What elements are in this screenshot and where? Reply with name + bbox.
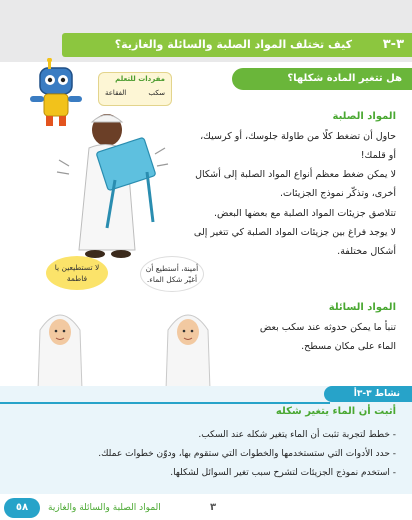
activity-step-1: - خطط لتجربة تثبت أن الماء يتغير شكله عند السكب. xyxy=(198,430,396,440)
solids-line-7: أشكال مختلفة. xyxy=(337,246,396,257)
question-band xyxy=(232,68,412,90)
solids-line-2: أو قلمك! xyxy=(360,150,396,161)
question-heading: هل تتغير المادة شكلها؟ xyxy=(287,73,402,84)
activity-box xyxy=(0,386,412,494)
vocabulary-heading: مفردات للتعلم xyxy=(115,75,165,83)
activity-divider xyxy=(0,402,330,404)
activity-step-2: - حدد الأدوات التي ستستخدمها والخطوات التي ستقوم بها، ودوّن خطوات عملك. xyxy=(98,449,396,459)
solids-line-6: لا يوجد فراغ بين جزيئات المواد الصلبة كي تتغير إلى xyxy=(193,227,396,238)
activity-tag-label: نشاط ٣-٣أ xyxy=(353,389,400,399)
solids-line-5: تتلاصق جزيئات المواد الصلبة مع بعضها البعض. xyxy=(214,208,396,219)
vocabulary-word-bubble: الفقاعة xyxy=(105,89,127,97)
activity-heading: أثبت أن الماء يتغير شكله xyxy=(275,406,396,417)
section-title: كيف تختلف المواد الصلبة والسائلة والغازية؟ xyxy=(114,38,352,51)
solids-line-3: لا يمكن ضغط معظم أنواع المواد الصلبة إلى أشكال xyxy=(195,169,396,180)
solids-line-1: حاول أن تضغط كلًا من طاولة جلوسك، أو كرسيك، xyxy=(200,131,396,142)
solids-line-4: أخرى، وتذكّر نموذج الجزيئات. xyxy=(280,188,396,199)
chapter-title: المواد الصلبة والسائلة والغازية xyxy=(48,503,161,513)
girl-left-illustration xyxy=(34,300,86,390)
speech-bubble-right xyxy=(140,256,204,292)
liquids-heading: المواد السائلة xyxy=(328,302,396,313)
page-number: ٥٨ xyxy=(4,498,40,518)
boy-squeezing-chair-illustration xyxy=(55,100,170,260)
section-number: ٣-٣ xyxy=(382,37,404,52)
section-title-bar xyxy=(62,33,412,57)
activity-tag xyxy=(324,386,412,402)
speech-bubble-left-text: لا تستطيعين يا فاطمة xyxy=(54,263,100,283)
page-footer xyxy=(0,496,412,520)
girl-right-illustration xyxy=(162,300,214,390)
activity-step-3: - استخدم نموذج الجزيئات لتشرح سبب تغير السوائل لشكلها. xyxy=(170,468,396,478)
speech-bubble-left xyxy=(46,256,108,290)
speech-bubble-right-text: أمينة، أستطيع أن أغيّر شكل الماء. xyxy=(145,264,199,284)
solids-heading: المواد الصلبة xyxy=(332,111,396,122)
liquids-line-1: تنبأ ما يمكن حدوثه عند سكب بعض xyxy=(259,322,396,333)
page-header xyxy=(0,0,412,62)
vocabulary-word-pour: سكب xyxy=(148,89,165,97)
chapter-number: ٣ xyxy=(210,502,217,513)
liquids-line-2: الماء على مكان مسطح. xyxy=(301,341,396,352)
